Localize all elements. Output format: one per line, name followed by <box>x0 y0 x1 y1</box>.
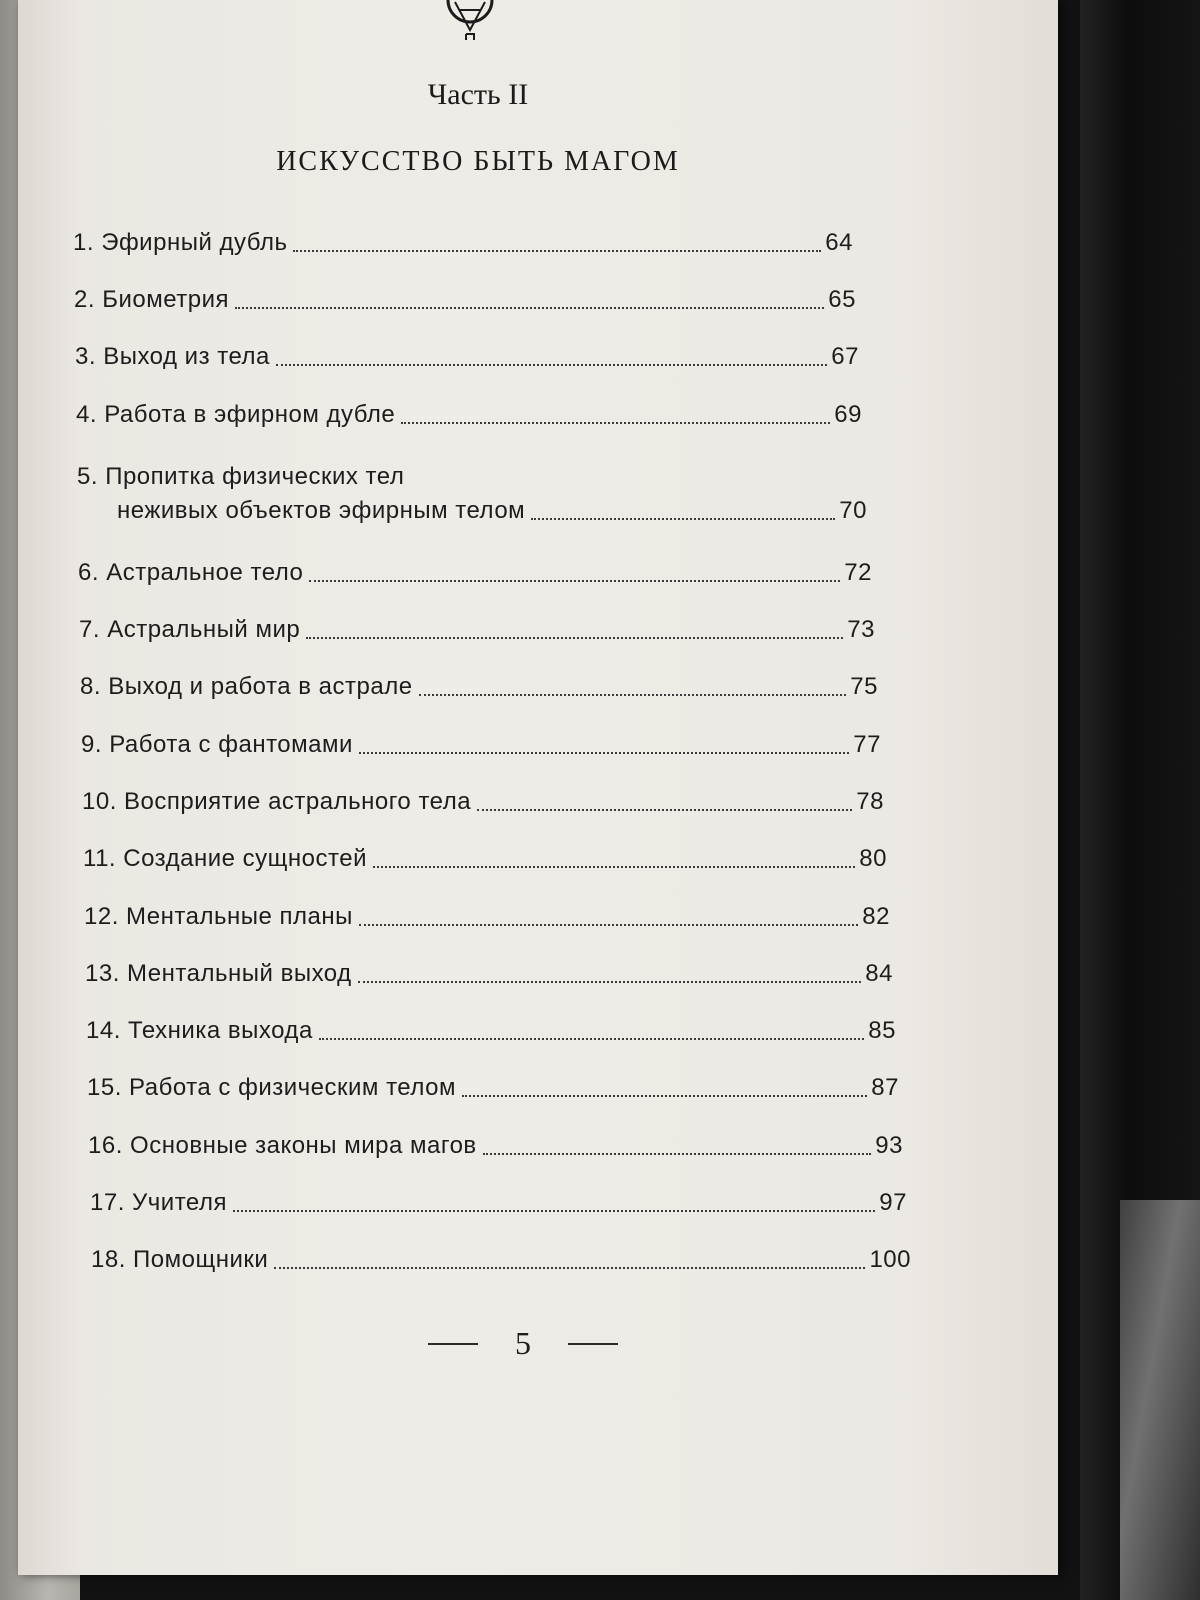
dot-leader <box>462 1095 867 1097</box>
dot-leader <box>531 518 835 520</box>
toc-entry-title: 5. Пропитка физических тел неживых объектов эфирным телом <box>77 460 525 528</box>
toc-entry-title-continued: неживых объектов эфирным телом <box>117 497 526 524</box>
toc-entry-page: 78 <box>856 788 884 815</box>
toc-entry-title: 18. Помощники <box>91 1246 269 1273</box>
toc-entry-page: 77 <box>853 731 881 758</box>
toc-entry <box>73 226 853 260</box>
toc-entry-page: 93 <box>875 1132 903 1159</box>
toc-entry-page: 85 <box>868 1017 896 1044</box>
toc-entry <box>87 1071 899 1105</box>
toc-entry-page: 84 <box>865 960 893 987</box>
toc-entry-title: 17. Учителя <box>90 1189 227 1216</box>
dot-leader <box>373 866 855 868</box>
footer-dash-left <box>428 1343 478 1345</box>
toc-entry-page: 65 <box>828 286 856 313</box>
section-heading: ИСКУССТВО БЫТЬ МАГОМ <box>276 146 680 177</box>
dot-leader <box>359 924 858 926</box>
toc-entry-title: 11. Создание сущностей <box>83 845 368 872</box>
toc-entry-title: 1. Эфирный дубль <box>73 229 288 256</box>
toc-entry-title: 10. Восприятие астрального тела <box>82 788 472 815</box>
toc-entry <box>80 670 878 704</box>
toc-entry <box>79 613 875 647</box>
toc-entry <box>75 340 859 374</box>
toc-entry <box>88 1129 903 1163</box>
dot-leader <box>293 250 821 252</box>
toc-entry-page: 70 <box>839 497 867 524</box>
footer-dash-right <box>568 1343 618 1345</box>
dot-leader <box>401 422 830 424</box>
toc-entry-page: 97 <box>879 1189 907 1216</box>
toc-entry-title: 16. Основные законы мира магов <box>88 1132 477 1159</box>
toc-entry-title: 9. Работа с фантомами <box>81 731 353 758</box>
dot-leader <box>233 1210 875 1212</box>
part-heading: Часть II <box>427 78 529 111</box>
dot-leader <box>483 1153 872 1155</box>
toc-entry <box>81 728 881 762</box>
toc-entry <box>86 1014 896 1048</box>
toc-entry-title: 12. Ментальные планы <box>84 903 353 930</box>
toc-entry <box>82 785 884 819</box>
toc-entry <box>84 900 890 934</box>
dot-leader <box>306 637 843 639</box>
dot-leader <box>274 1267 865 1269</box>
toc-entry-page: 73 <box>847 616 875 643</box>
dot-leader <box>358 981 862 983</box>
toc-entry <box>83 842 887 876</box>
toc-entry <box>74 283 856 317</box>
toc-entry <box>78 556 872 590</box>
toc-entry-page: 75 <box>850 673 878 700</box>
dot-leader <box>477 809 852 811</box>
toc-entry-title: 15. Работа с физическим телом <box>87 1074 456 1101</box>
toc-entry-page: 67 <box>831 343 859 370</box>
toc-entry-title: 8. Выход и работа в астрале <box>80 673 413 700</box>
page-footer <box>428 1325 618 1362</box>
toc-entry-page: 69 <box>834 401 862 428</box>
toc-entry <box>76 398 862 432</box>
dot-leader <box>359 752 849 754</box>
page-number: 5 <box>515 1325 531 1361</box>
dot-leader <box>276 364 827 366</box>
adjacent-page-edge <box>1120 1200 1200 1600</box>
toc-entry-page: 82 <box>862 903 890 930</box>
toc-entry <box>77 458 867 528</box>
toc-entry-title: 14. Техника выхода <box>86 1017 313 1044</box>
toc-entry-page: 64 <box>825 229 853 256</box>
toc-entry-title: 13. Ментальный выход <box>85 960 352 987</box>
table-of-contents <box>18 0 1058 1400</box>
toc-entry-page: 80 <box>859 845 887 872</box>
toc-entry-title: 3. Выход из тела <box>75 343 270 370</box>
toc-entry-page: 72 <box>844 559 872 586</box>
toc-entry-page: 87 <box>871 1074 899 1101</box>
toc-entry-title: 2. Биометрия <box>74 286 229 313</box>
toc-entry <box>90 1186 907 1220</box>
toc-entry-page: 100 <box>869 1246 911 1273</box>
toc-entry-title: 4. Работа в эфирном дубле <box>76 401 396 428</box>
toc-entry-title: 6. Астральное тело <box>78 559 304 586</box>
toc-entry-title: 7. Астральный мир <box>79 616 301 643</box>
dot-leader <box>419 694 847 696</box>
toc-entry <box>91 1243 911 1277</box>
dot-leader <box>309 580 840 582</box>
toc-entry <box>85 957 893 991</box>
book-page <box>18 0 1058 1575</box>
dot-leader <box>319 1038 865 1040</box>
dot-leader <box>235 307 824 309</box>
